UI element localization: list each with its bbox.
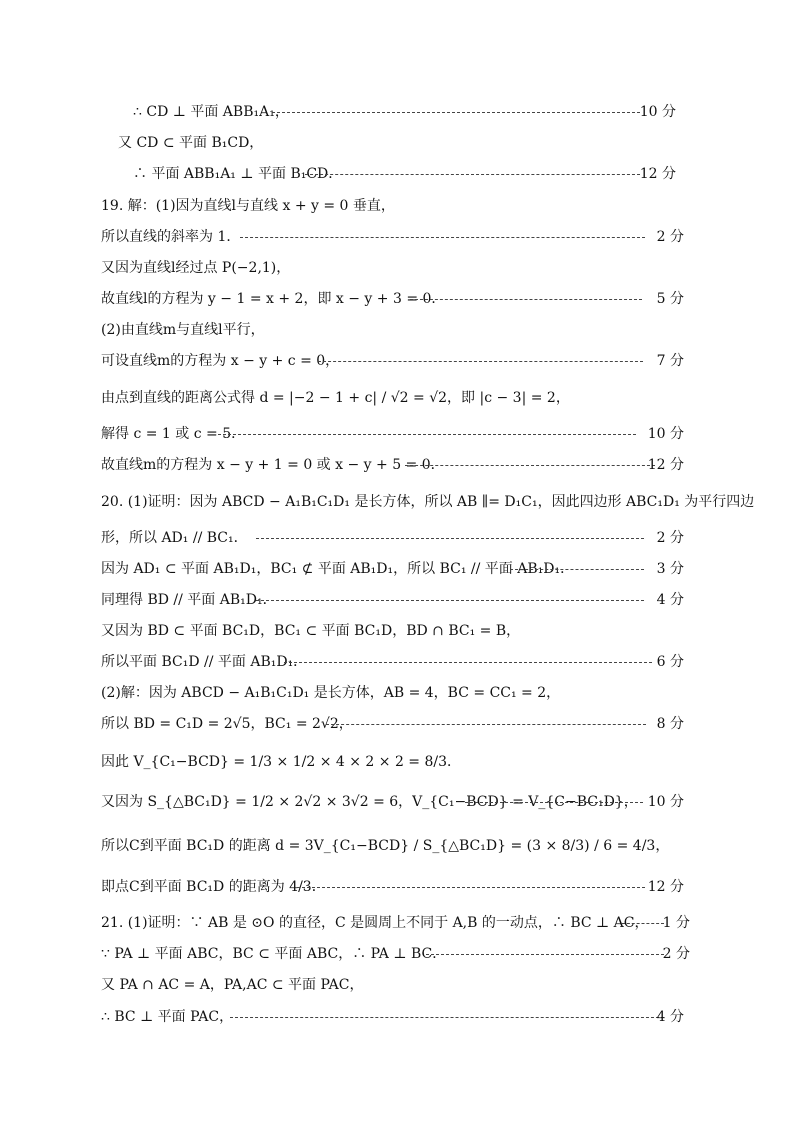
score-label: 12 分 (647, 879, 684, 895)
line-text: 又因为直线l经过点 P(−2,1)， (101, 260, 291, 276)
leader-dots (230, 1017, 664, 1018)
leader-dots (240, 237, 645, 238)
solution-line (0, 524, 794, 552)
solution-line (0, 940, 794, 968)
leader-dots (305, 174, 640, 175)
leader-dots (410, 299, 642, 300)
solution-line (0, 160, 794, 188)
line-text: 又 PA ∩ AC = A，PA,AC ⊂ 平面 PAC， (101, 977, 364, 993)
line-text: 所以直线的斜率为 1． (101, 229, 241, 245)
solution-line (0, 648, 794, 676)
leader-dots (318, 361, 643, 362)
solution-line (0, 555, 794, 583)
solution-line (0, 488, 794, 516)
leader-dots (272, 112, 640, 113)
line-text: 形，所以 AD₁ // BC₁． (101, 530, 248, 546)
solution-line (0, 909, 794, 937)
line-text: 19. 解：(1)因为直线l与直线 x + y = 0 垂直， (101, 198, 395, 214)
solution-line (0, 748, 794, 776)
solution-line (0, 617, 794, 645)
solution-line (0, 873, 794, 901)
line-text: 21. (1)证明：∵ AB 是 ⊙O 的直径，C 是圆周上不同于 A,B 的一动点，∴ BC ⊥ AC， (101, 915, 649, 931)
solution-line (0, 316, 794, 344)
line-text: 同理得 BD // 平面 AB₁D₁． (101, 592, 277, 608)
score-label: 2 分 (656, 229, 684, 245)
line-text: 又因为 BD ⊂ 平面 BC₁D，BC₁ ⊂ 平面 BC₁D，BD ∩ BC₁ = B， (101, 623, 521, 639)
line-text: ∴ BC ⊥ 平面 PAC， (101, 1009, 234, 1025)
score-label: 2 分 (656, 530, 684, 546)
score-label: 10 分 (639, 104, 676, 120)
solution-line (0, 586, 794, 614)
leader-dots (284, 662, 652, 663)
line-text: 可设直线m的方程为 x − y + c = 0， (101, 353, 340, 369)
leader-dots (256, 538, 644, 539)
line-text: 故直线l的方程为 y − 1 = x + 2，即 x − y + 3 = 0． (101, 291, 446, 307)
score-label: 10 分 (647, 794, 684, 810)
score-label: 12 分 (647, 457, 684, 473)
solution-line (0, 223, 794, 251)
leader-dots (326, 724, 646, 725)
solution-line (0, 420, 794, 448)
score-label: 4 分 (656, 1009, 684, 1025)
score-label: 8 分 (656, 716, 684, 732)
score-label: 12 分 (639, 166, 676, 182)
leader-dots (218, 434, 636, 435)
line-text: 解得 c = 1 或 c = 5． (101, 426, 246, 442)
line-text: 由点到直线的距离公式得 d = |−2 − 1 + c| / √2 = √2，即 |c − 3| = 2， (101, 390, 570, 406)
score-label: 6 分 (656, 654, 684, 670)
score-label: 7 分 (656, 353, 684, 369)
solution-line (0, 98, 794, 126)
line-text: (2)解：因为 ABCD − A₁B₁C₁D₁ 是长方体，AB = 4，BC = CC₁ = 2， (101, 685, 561, 701)
solution-line (0, 1003, 794, 1031)
solution-line (0, 254, 794, 282)
leader-dots (465, 802, 643, 803)
score-label: 10 分 (647, 426, 684, 442)
score-label: 5 分 (656, 291, 684, 307)
line-text: 故直线m的方程为 x − y + 1 = 0 或 x − y + 5 = 0． (101, 457, 445, 473)
line-text: 所以C到平面 BC₁D 的距离 d = 3V_{C₁−BCD} / S_{△BC₁D} = (3 × 8/3) / 6 = 4/3， (101, 838, 670, 854)
line-text: 因为 AD₁ ⊂ 平面 AB₁D₁，BC₁ ⊄ 平面 AB₁D₁，所以 BC₁ // 平面 AB₁D₁． (101, 561, 575, 577)
line-text: 又 CD ⊂ 平面 B₁CD， (118, 135, 264, 151)
score-label: 1 分 (662, 915, 690, 931)
solution-line (0, 285, 794, 313)
score-label: 3 分 (656, 561, 684, 577)
leader-dots (256, 600, 644, 601)
line-text: ∴ 平面 ABB₁A₁ ⊥ 平面 B₁CD． (133, 166, 343, 182)
solution-line (0, 679, 794, 707)
line-text: (2)由直线m与直线l平行， (101, 322, 265, 338)
score-label: 2 分 (662, 946, 690, 962)
solution-line (0, 832, 794, 860)
line-text: ∵ PA ⊥ 平面 ABC，BC ⊂ 平面 ABC，∴ PA ⊥ BC． (101, 946, 447, 962)
solution-line (0, 347, 794, 375)
solution-line (0, 451, 794, 479)
line-text: 20. (1)证明：因为 ABCD − A₁B₁C₁D₁ 是长方体，所以 AB ∥= D₁C₁，因此四边形 ABC₁D₁ 为平行四边 (101, 494, 755, 510)
solution-line (0, 710, 794, 738)
leader-dots (405, 465, 655, 466)
line-text: 所以平面 BC₁D // 平面 AB₁D₁． (101, 654, 308, 670)
solution-line (0, 129, 794, 157)
line-text: ∴ CD ⊥ 平面 ABB₁A₁， (133, 104, 289, 120)
solution-line (0, 971, 794, 999)
line-text: 即点C到平面 BC₁D 的距离为 4/3． (101, 879, 326, 895)
solution-line (0, 384, 794, 412)
solution-line (0, 788, 794, 816)
line-text: 又因为 S_{△BC₁D} = 1/2 × 2√2 × 3√2 = 6，V_{C₁−BCD} = V_{C−BC₁D}， (101, 794, 638, 810)
solution-line (0, 192, 794, 220)
line-text: 所以 BD = C₁D = 2√5，BC₁ = 2√2， (101, 716, 353, 732)
leader-dots (297, 887, 645, 888)
score-label: 4 分 (656, 592, 684, 608)
leader-dots (426, 954, 664, 955)
line-text: 因此 V_{C₁−BCD} = 1/3 × 1/2 × 4 × 2 × 2 = 8/3． (101, 754, 462, 770)
